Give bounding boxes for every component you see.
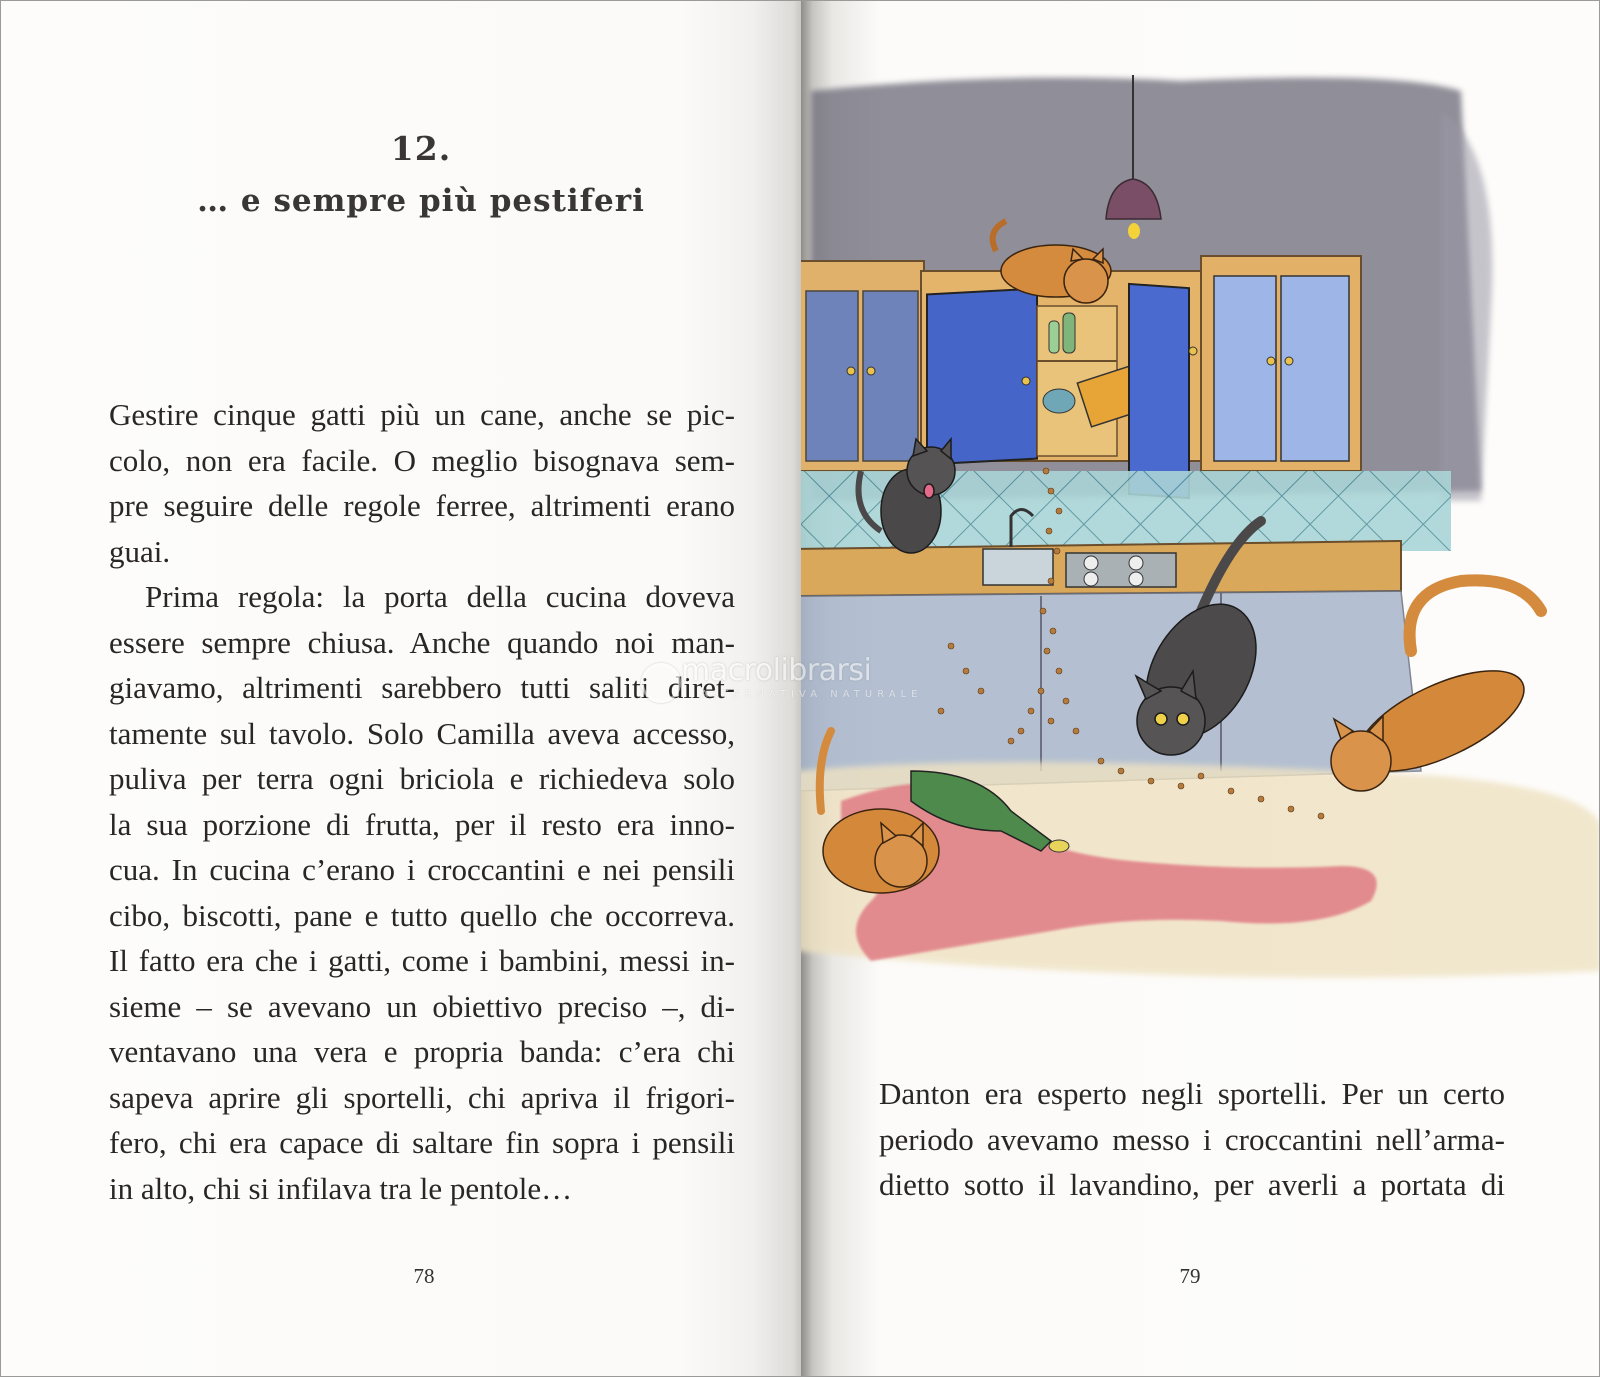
watermark-name: macrolibrarsi bbox=[681, 653, 872, 688]
text-line: puliva per terra ogni briciola e richiedeva solo bbox=[109, 761, 735, 796]
sink bbox=[983, 549, 1053, 585]
text-line: la sua porzione di frutta, per il resto era inno- bbox=[109, 806, 735, 842]
text-line: guai. bbox=[109, 533, 171, 569]
text-line: dietto sotto il lavandino, per averli a portata di bbox=[879, 1167, 1505, 1202]
lamp-bulb bbox=[1128, 223, 1140, 239]
stove bbox=[1066, 553, 1176, 587]
text-line: cua. In cucina c’erano i croccantini e nei pensili bbox=[109, 852, 735, 887]
text-line: in alto, chi si infilava tra le pentole… bbox=[109, 1170, 573, 1206]
bottle bbox=[1049, 321, 1059, 353]
text-line: Danton era esperto negli sportelli. Per un certo bbox=[879, 1076, 1505, 1111]
cabinet-door-left-2 bbox=[863, 291, 918, 461]
watermark bbox=[641, 653, 971, 713]
text-line: cibo, biscotti, pane e tutto quello che occorreva. bbox=[109, 897, 735, 933]
left-page-body bbox=[109, 392, 735, 1211]
text-line: ventavano una vera e propria banda: c’era chi bbox=[109, 1034, 735, 1069]
watermark-logo-icon bbox=[641, 663, 681, 703]
text-line: essere sempre chiusa. Anche quando noi man- bbox=[109, 624, 735, 660]
text-line: colo, non era facile. O meglio bisognava sem- bbox=[109, 442, 735, 478]
cabinet-open-door-left bbox=[927, 289, 1037, 465]
cabinet-open-door-right bbox=[1129, 284, 1189, 498]
text-line: Il fatto era che i gatti, come i bambini, messi in- bbox=[109, 943, 735, 978]
page-number-right: 79 bbox=[1179, 1264, 1201, 1288]
text-line: Prima regola: la porta della cucina doveva bbox=[145, 579, 735, 614]
text-line: Gestire cinque gatti più un cane, anche se pic- bbox=[109, 397, 735, 432]
cabinet-door-right-2 bbox=[1281, 276, 1349, 461]
text-line: fero, chi era capace di saltare fin sopra i pensili bbox=[109, 1125, 735, 1160]
teapot bbox=[1043, 389, 1075, 413]
page-number-left: 78 bbox=[413, 1264, 435, 1288]
text-line: periodo avevamo messo i croccantini nell’arma- bbox=[879, 1121, 1505, 1157]
text-line: sieme – se avevano un obiettivo preciso –, di- bbox=[109, 988, 735, 1024]
cabinet-door-left-1 bbox=[806, 291, 858, 461]
chapter-number: 12. bbox=[390, 129, 452, 168]
watermark-tagline: ALTERNATIVA NATURALE bbox=[701, 689, 923, 700]
text-line: tamente sul tavolo. Solo Camilla aveva accesso, bbox=[109, 715, 735, 751]
bottle bbox=[1063, 313, 1075, 353]
cabinet-door-right-1 bbox=[1214, 276, 1276, 461]
text-line: pre seguire delle regole ferree, altrimenti erano bbox=[109, 488, 735, 523]
chapter-title: … e sempre più pestiferi bbox=[197, 183, 645, 219]
right-page-body bbox=[879, 1071, 1505, 1208]
text-line: giavamo, altrimenti sarebbero tutti saliti diret- bbox=[109, 670, 735, 705]
kitchen-cats-illustration bbox=[801, 71, 1600, 1021]
text-line: sapeva aprire gli sportelli, chi apriva il frigori- bbox=[109, 1079, 735, 1115]
